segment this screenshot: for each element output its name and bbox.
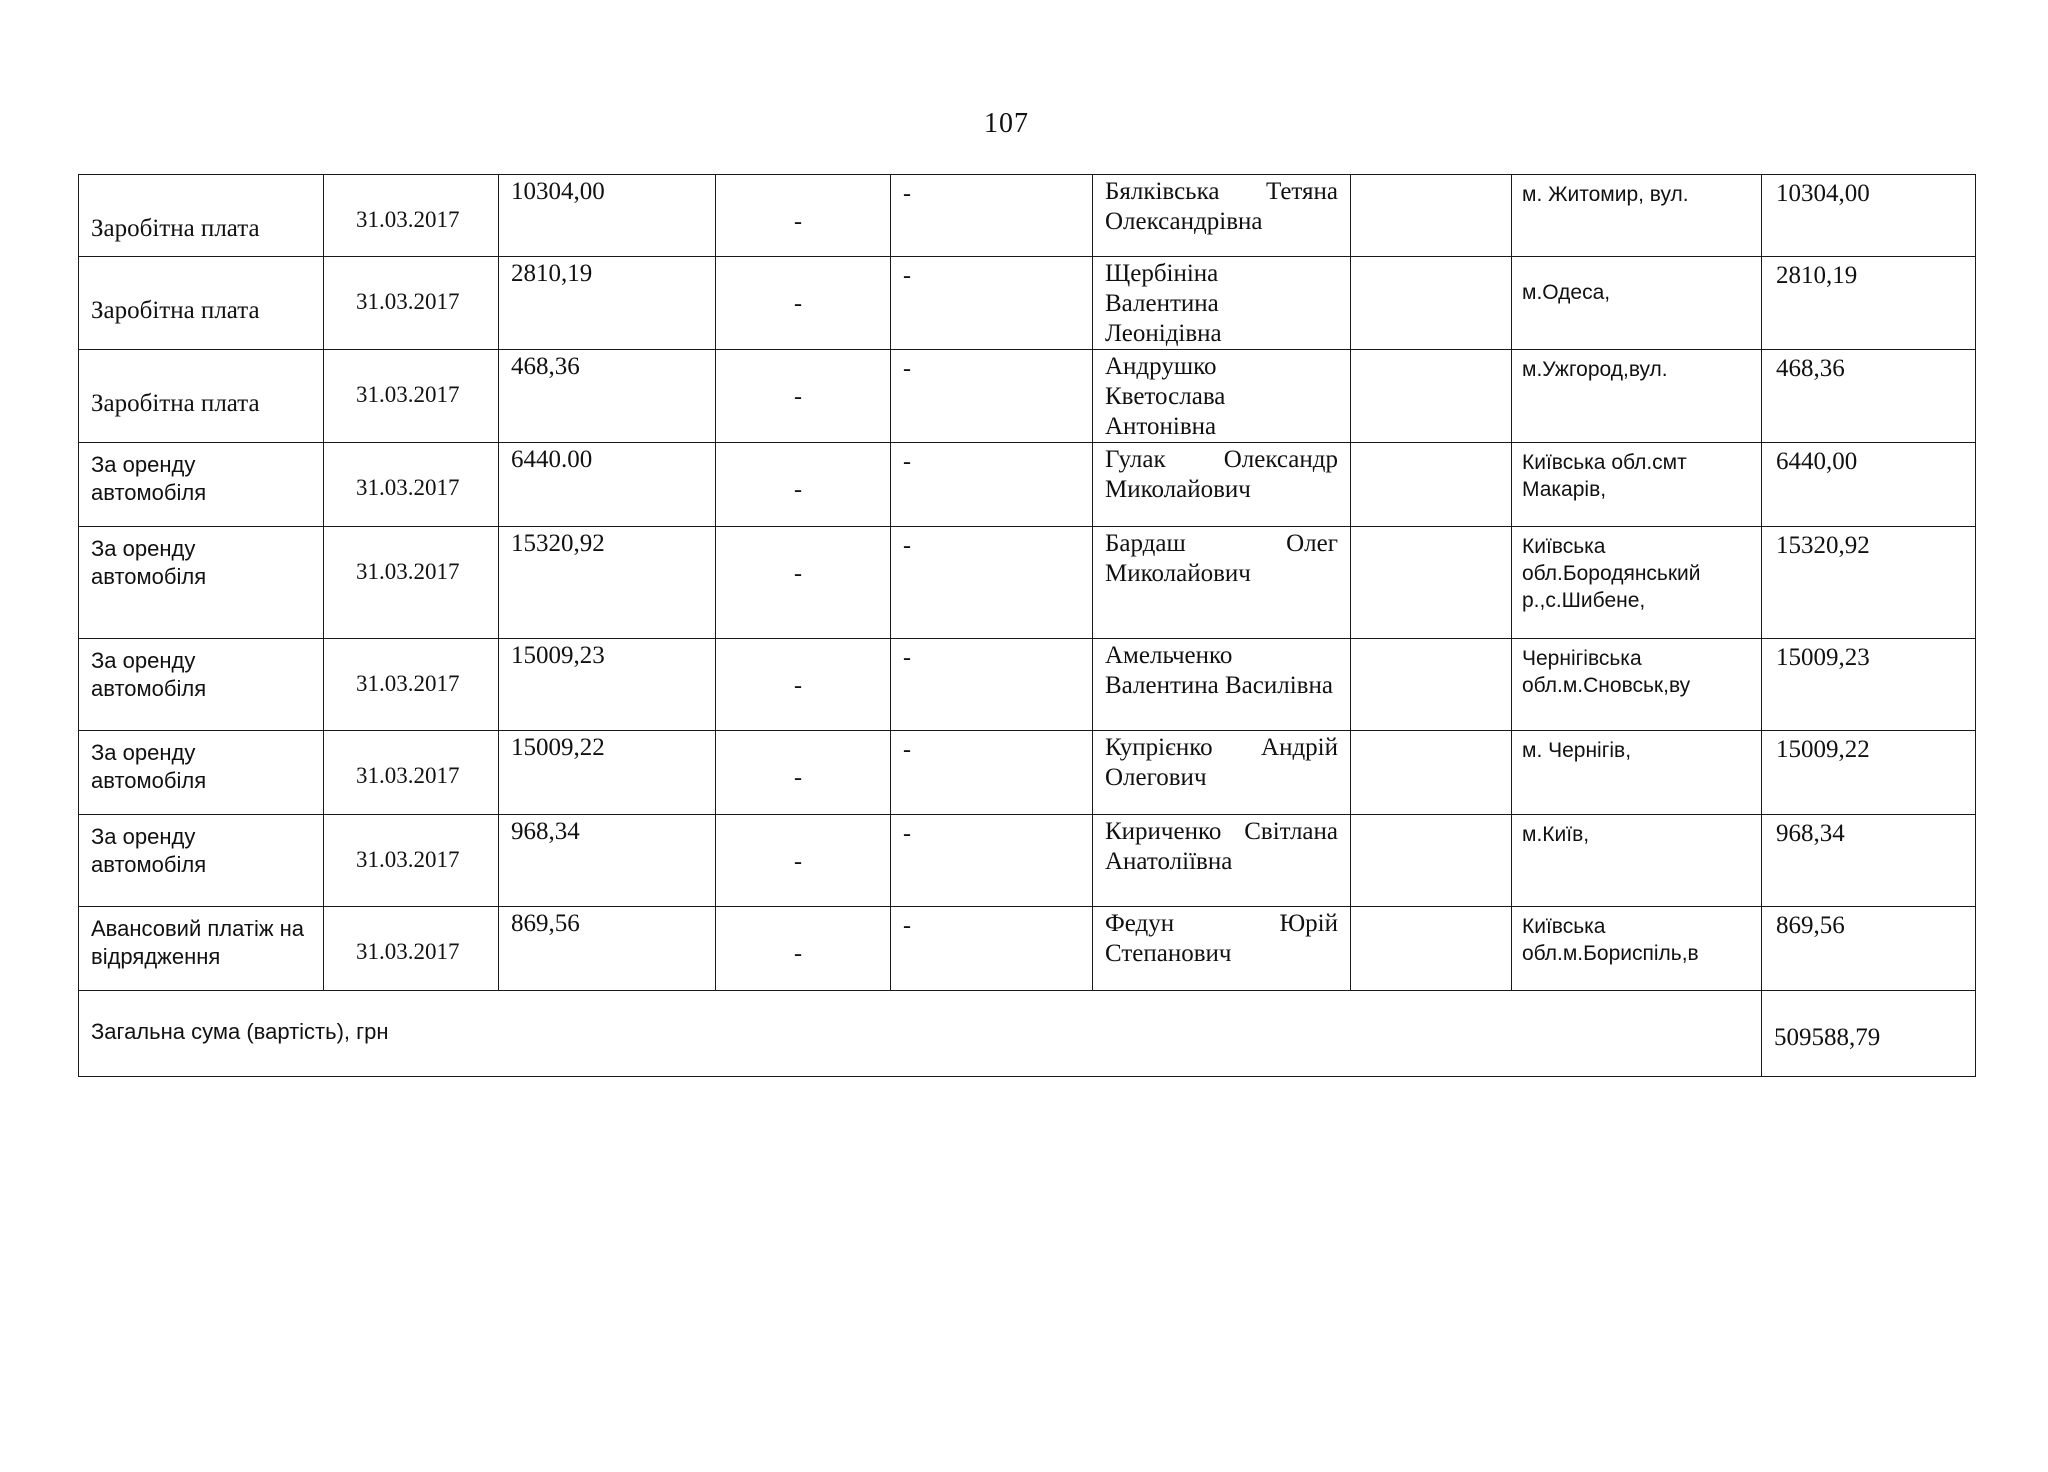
name-cell — [1093, 257, 1351, 350]
name-text: Гулак Олександр Миколайович — [1105, 446, 1338, 503]
date-cell — [324, 443, 499, 527]
blank-cell — [1351, 527, 1512, 639]
dash-cell — [891, 175, 1093, 257]
dash-text: - — [794, 384, 802, 410]
address-cell — [1512, 731, 1762, 815]
amount-cell — [499, 257, 716, 350]
address-text: м. Житомир, вул. — [1522, 183, 1689, 206]
table-row — [79, 639, 1976, 731]
name-text: Щербініна Валентина Леонідівна — [1105, 260, 1222, 347]
date-text: 31.03.2017 — [356, 475, 460, 500]
paid-amount-cell — [1762, 731, 1976, 815]
dash-text: - — [794, 673, 802, 699]
purpose-text: За оренду автомобіля — [91, 648, 207, 701]
name-cell — [1093, 527, 1351, 639]
table-row — [79, 257, 1976, 350]
amount-text: 6440.00 — [511, 446, 593, 473]
dash-text: - — [903, 356, 911, 382]
name-cell — [1093, 731, 1351, 815]
date-text: 31.03.2017 — [356, 847, 460, 872]
address-text: Київська обл.смт Макарів, — [1522, 451, 1687, 501]
paid-amount-text: 6440,00 — [1776, 448, 1858, 475]
address-cell — [1512, 639, 1762, 731]
date-cell — [324, 639, 499, 731]
blank-cell — [1351, 639, 1512, 731]
address-cell — [1512, 257, 1762, 350]
total-row — [79, 991, 1976, 1077]
name-cell — [1093, 639, 1351, 731]
paid-amount-text: 468,36 — [1776, 355, 1845, 382]
paid-amount-cell — [1762, 350, 1976, 443]
date-text: 31.03.2017 — [356, 671, 460, 696]
name-cell — [1093, 350, 1351, 443]
dash-cell — [891, 443, 1093, 527]
date-cell — [324, 175, 499, 257]
dash-text: - — [903, 913, 911, 939]
dash-text: - — [903, 737, 911, 763]
name-text: Амельченко Валентина Василівна — [1105, 642, 1333, 699]
paid-amount-cell — [1762, 175, 1976, 257]
address-cell — [1512, 907, 1762, 991]
blank-cell — [1351, 257, 1512, 350]
amount-text: 15009,22 — [511, 734, 605, 761]
paid-amount-cell — [1762, 815, 1976, 907]
paid-amount-text: 10304,00 — [1776, 180, 1870, 207]
purpose-cell — [79, 350, 324, 443]
dash-cell — [716, 815, 891, 907]
date-cell — [324, 527, 499, 639]
total-label: Загальна сума (вартість), грн — [91, 1019, 389, 1044]
dash-cell — [716, 731, 891, 815]
purpose-text: Авансовий платіж на відрядження — [91, 916, 305, 969]
address-cell — [1512, 527, 1762, 639]
blank-cell — [1351, 907, 1512, 991]
address-cell — [1512, 443, 1762, 527]
paid-amount-text: 15009,23 — [1776, 644, 1870, 671]
table-row — [79, 443, 1976, 527]
purpose-cell — [79, 815, 324, 907]
dash-text: - — [794, 561, 802, 587]
dash-cell — [891, 907, 1093, 991]
dash-cell — [891, 639, 1093, 731]
paid-amount-text: 15320,92 — [1776, 532, 1870, 559]
dash-cell — [716, 527, 891, 639]
amount-cell — [499, 815, 716, 907]
purpose-text: Заробітна плата — [91, 215, 260, 242]
total-value-cell — [1762, 991, 1976, 1077]
blank-cell — [1351, 443, 1512, 527]
address-text: Чернігівська обл.м.Сновськ,ву — [1522, 647, 1691, 697]
payments-table — [78, 174, 1976, 1077]
purpose-cell — [79, 175, 324, 257]
total-value: 509588,79 — [1774, 1024, 1881, 1051]
address-cell — [1512, 175, 1762, 257]
dash-cell — [891, 815, 1093, 907]
date-text: 31.03.2017 — [356, 559, 460, 584]
purpose-text: За оренду автомобіля — [91, 740, 207, 793]
date-cell — [324, 257, 499, 350]
name-cell — [1093, 443, 1351, 527]
dash-cell — [716, 639, 891, 731]
paid-amount-text: 869,56 — [1776, 912, 1845, 939]
dash-cell — [716, 350, 891, 443]
name-text: Федун Юрій Степанович — [1105, 910, 1338, 967]
paid-amount-text: 2810,19 — [1776, 262, 1858, 289]
name-text: Бялківська Тетяна Олександрівна — [1105, 178, 1338, 235]
date-cell — [324, 907, 499, 991]
blank-cell — [1351, 175, 1512, 257]
address-text: Київська обл.Бородянський р.,с.Шибене, — [1522, 535, 1701, 612]
dash-text: - — [903, 533, 911, 559]
dash-cell — [891, 527, 1093, 639]
amount-text: 10304,00 — [511, 178, 605, 205]
dash-text: - — [903, 645, 911, 671]
dash-text: - — [794, 941, 802, 967]
amount-cell — [499, 907, 716, 991]
amount-cell — [499, 350, 716, 443]
name-text: Кириченко Світлана Анатоліївна — [1105, 818, 1338, 875]
dash-text: - — [903, 449, 911, 475]
amount-text: 869,56 — [511, 910, 580, 937]
purpose-cell — [79, 907, 324, 991]
purpose-cell — [79, 443, 324, 527]
amount-text: 2810,19 — [511, 260, 593, 287]
date-text: 31.03.2017 — [356, 207, 460, 232]
dash-text: - — [794, 849, 802, 875]
date-text: 31.03.2017 — [356, 289, 460, 314]
paid-amount-cell — [1762, 639, 1976, 731]
date-text: 31.03.2017 — [356, 939, 460, 964]
date-cell — [324, 350, 499, 443]
dash-cell — [716, 257, 891, 350]
date-text: 31.03.2017 — [356, 763, 460, 788]
total-label-cell — [79, 991, 1762, 1077]
paid-amount-cell — [1762, 907, 1976, 991]
dash-cell — [891, 257, 1093, 350]
purpose-text: Заробітна плата — [91, 297, 260, 324]
name-text: Купрієнко Андрій Олегович — [1105, 734, 1338, 791]
dash-cell — [891, 350, 1093, 443]
purpose-text: За оренду автомобіля — [91, 824, 207, 877]
dash-text: - — [794, 209, 802, 235]
date-cell — [324, 815, 499, 907]
address-cell — [1512, 350, 1762, 443]
purpose-cell — [79, 527, 324, 639]
dash-cell — [891, 731, 1093, 815]
address-text: м.Ужгород,вул. — [1522, 358, 1668, 381]
purpose-text: Заробітна плата — [91, 390, 260, 417]
address-text: м.Одеса, — [1522, 281, 1611, 304]
amount-text: 15009,23 — [511, 642, 605, 669]
paid-amount-cell — [1762, 257, 1976, 350]
blank-cell — [1351, 350, 1512, 443]
dash-text: - — [903, 821, 911, 847]
dash-text: - — [903, 181, 911, 207]
name-cell — [1093, 907, 1351, 991]
table-row — [79, 907, 1976, 991]
dash-cell — [716, 443, 891, 527]
paid-amount-text: 968,34 — [1776, 820, 1845, 847]
page-number: 107 — [984, 108, 1029, 139]
dash-text: - — [903, 263, 911, 289]
table-row — [79, 527, 1976, 639]
blank-cell — [1351, 815, 1512, 907]
purpose-text: За оренду автомобіля — [91, 536, 207, 589]
dash-text: - — [794, 477, 802, 503]
table-row — [79, 350, 1976, 443]
name-text: Бардаш Олег Миколайович — [1105, 530, 1338, 587]
amount-cell — [499, 527, 716, 639]
table-row — [79, 815, 1976, 907]
amount-cell — [499, 175, 716, 257]
date-text: 31.03.2017 — [356, 382, 460, 407]
name-cell — [1093, 175, 1351, 257]
purpose-cell — [79, 731, 324, 815]
amount-cell — [499, 443, 716, 527]
dash-text: - — [794, 765, 802, 791]
table-row — [79, 731, 1976, 815]
dash-cell — [716, 175, 891, 257]
blank-cell — [1351, 731, 1512, 815]
amount-text: 968,34 — [511, 818, 580, 845]
date-cell — [324, 731, 499, 815]
purpose-cell — [79, 257, 324, 350]
amount-cell — [499, 731, 716, 815]
amount-text: 15320,92 — [511, 530, 605, 557]
amount-cell — [499, 639, 716, 731]
paid-amount-cell — [1762, 443, 1976, 527]
name-cell — [1093, 815, 1351, 907]
name-text: Андрушко Кветослава Антонівна — [1105, 353, 1226, 440]
dash-cell — [716, 907, 891, 991]
address-cell — [1512, 815, 1762, 907]
purpose-text: За оренду автомобіля — [91, 452, 207, 505]
paid-amount-cell — [1762, 527, 1976, 639]
dash-text: - — [794, 291, 802, 317]
table-row — [79, 175, 1976, 257]
amount-text: 468,36 — [511, 353, 580, 380]
address-text: Київська обл.м.Бориспіль,в — [1522, 915, 1699, 965]
paid-amount-text: 15009,22 — [1776, 736, 1870, 763]
address-text: м.Київ, — [1522, 823, 1590, 846]
purpose-cell — [79, 639, 324, 731]
address-text: м. Чернігів, — [1522, 739, 1632, 762]
